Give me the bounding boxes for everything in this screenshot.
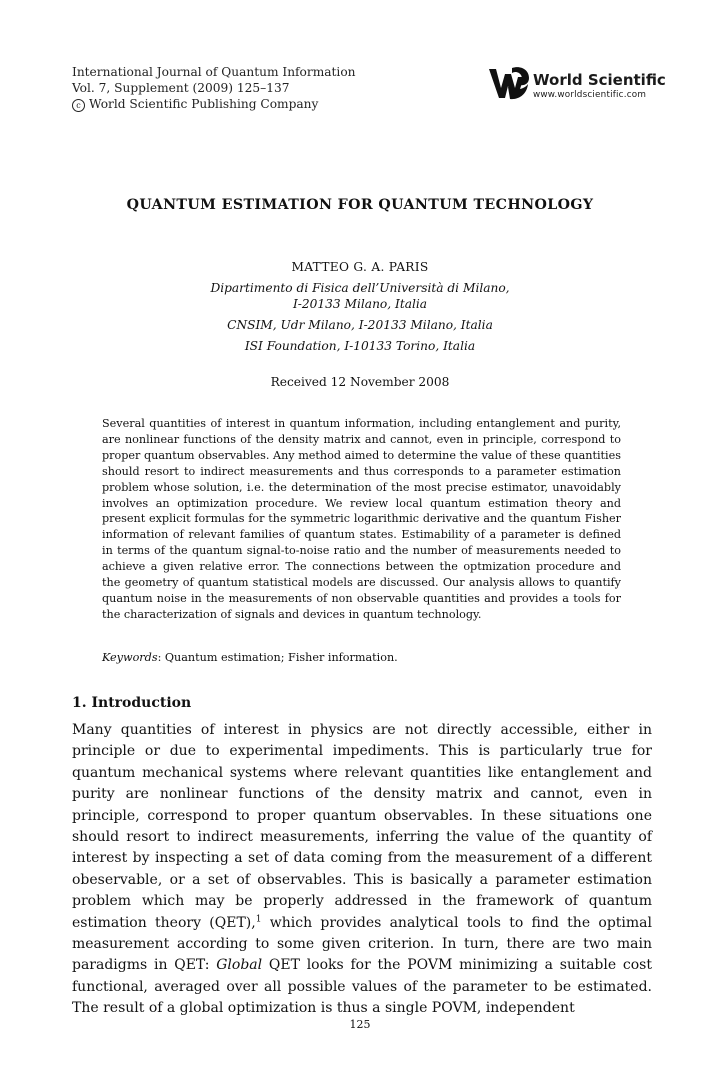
keywords-label: Keywords — [102, 651, 158, 664]
body-text: which provides analytical tools to find the optimal measurement according to some given criterion. In turn, there are two main paradigms in QET: — [72, 914, 652, 974]
abstract: Several quantities of interest in quantum information, including entanglement and purity, are nonlinear functions of the density matrix and cannot, even in principle, correspond to proper quantum observables. Any method aimed to determine the value of these quantities should resort to indirect measurements and thus corresponds to a parameter estimation problem whose solution, i.e. the determination of the most precise estimator, unavoidably involves an optimization procedure. We review local quantum estimation theory and present explicit formulas for the symmetric logarithmic derivative and the quantum Fisher information of relevant families of quantum states. Estimability of a parameter is defined in terms of the quantum signal-to-noise ratio and the number of measurements needed to achieve a given relative error. The connections between the optmization procedure and the geometry of quantum statistical models are discussed. Our analysis allows to quantify quantum noise in the measurements of non observable quantities and provides a tools for the characterization of signals and devices in quantum technology. — [102, 417, 621, 621]
affiliation-line: Dipartimento di Fisica dell’Università di Milano, — [210, 281, 510, 295]
paper-title: QUANTUM ESTIMATION FOR QUANTUM TECHNOLOGY — [126, 197, 594, 213]
logo-url: www.worldscientific.com — [533, 90, 647, 100]
keywords-text: : Quantum estimation; Fisher information. — [157, 651, 398, 664]
copyright-icon: c — [72, 99, 85, 112]
section-body — [72, 720, 652, 1020]
world-scientific-logo-icon — [488, 64, 530, 102]
author-name: MATTEO G. A. PARIS — [291, 260, 429, 274]
copyright-line — [72, 96, 318, 112]
received-date: Received 12 November 2008 — [270, 375, 450, 389]
citation-link[interactable]: 1 — [255, 914, 262, 924]
page-number: 125 — [349, 1018, 371, 1031]
publisher-logo — [488, 64, 666, 104]
copyright-text: World Scientific Publishing Company — [89, 97, 319, 111]
affiliation-line: CNSIM, Udr Milano, I-20133 Milano, Italia — [227, 318, 493, 332]
keywords — [102, 651, 398, 664]
journal-name: International Journal of Quantum Information — [72, 65, 356, 79]
body-text: Many quantities of interest in physics are not directly accessible, either in principle or due to experimental impediments. This is particularly true for quantum mechanical systems where relevant quantities like entanglement and purity are nonlinear functions of the density matrix and cannot, even in principle, correspond to proper quantum observables. In these situations one should resort to indirect measurements, inferring the value of the quantity of interest by inspecting a set of data coming from the measurement of a different obeservable, or a set of observables. This is basically a parameter estimation problem which may be properly addressed in the framework of quantum estimation theory (QET), — [72, 722, 652, 931]
logo-title: World Scientific — [533, 71, 666, 89]
journal-volume: Vol. 7, Supplement (2009) 125–137 — [72, 81, 290, 95]
affiliation-line: ISI Foundation, I-10133 Torino, Italia — [244, 339, 476, 353]
affiliation-line: I-20133 Milano, Italia — [292, 297, 428, 311]
emphasis-word: Global — [216, 957, 263, 974]
section-heading: 1. Introduction — [72, 695, 192, 711]
body-text: QET looks for the POVM minimizing a suitable cost functional, averaged over all possible values of the parameter to be estimated. The result of a global optimization is thus a single POVM, independent — [72, 957, 652, 1017]
